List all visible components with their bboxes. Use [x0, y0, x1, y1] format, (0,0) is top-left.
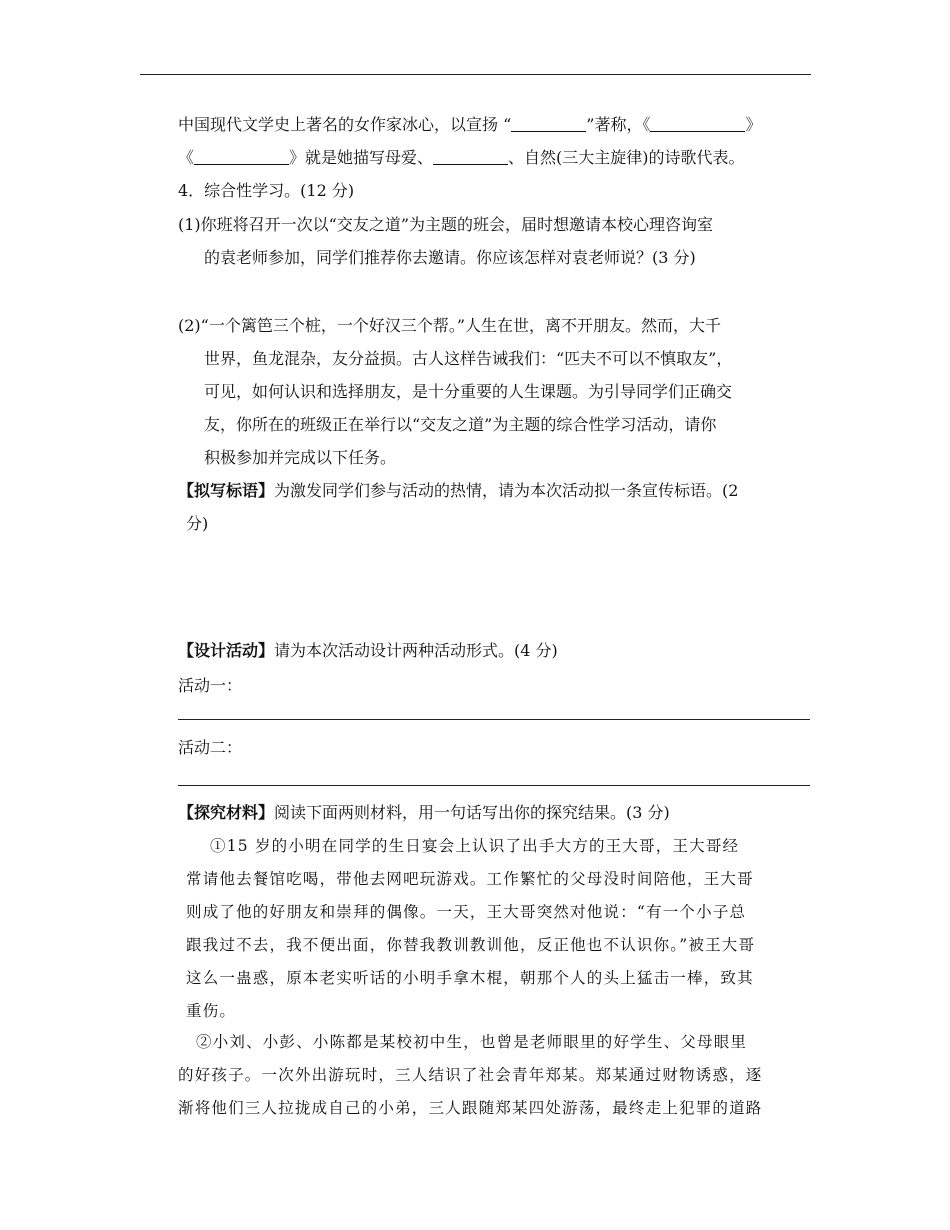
material-1-line-3: 则成了他的好朋友和崇拜的偶像。一天，王大哥突然对他说：“有一个小子总: [186, 903, 747, 921]
q4-2-line-1: (2)“一个篱笆三个桩，一个好汉三个帮。”人生在世，离不开朋友。然而，大千: [178, 316, 722, 335]
blank-4[interactable]: [433, 146, 508, 165]
material-1-line-1: ①15 岁的小明在同学的生日宴会上认识了出手大方的王大哥，王大哥经: [210, 837, 740, 855]
design-task: 【设计活动】请为本次活动设计两种活动形式。(4 分): [178, 641, 558, 660]
fill-blank-line-1: 中国现代文学史上著名的女作家冰心，以宣扬 “ ”著称，《 》: [178, 115, 762, 134]
material-1-line-2: 常请他去餐馆吃喝，带他去网吧玩游戏。工作繁忙的父母没时间陪他，王大哥: [186, 870, 754, 888]
material-2-line-1: ②小刘、小彭、小陈都是某校初中生，也曾是老师眼里的好学生、父母眼里: [196, 1033, 748, 1051]
material-1-line-4: 跟我过不去，我不便出面，你替我教训教训他，反正他也不认识你。”被王大哥: [186, 936, 756, 954]
question-4-title: 4．综合性学习。(12 分): [178, 181, 355, 200]
q4-2-line-5: 积极参加并完成以下任务。: [204, 448, 397, 467]
q4-2-line-3: 可见，如何认识和选择朋友，是十分重要的人生课题。为引导同学们正确交: [204, 382, 733, 401]
blank-3[interactable]: [194, 146, 289, 165]
activity-1-label: 活动一：: [178, 676, 243, 695]
slogan-task: 【拟写标语】为激发同学们参与活动的热情，请为本次活动拟一条宣传标语。(2: [178, 481, 739, 500]
blank-1[interactable]: [511, 113, 586, 132]
material-1-line-5: 这么一蛊惑，原本老实听话的小明手拿木棍，朝那个人的头上猛击一棒，致其: [186, 969, 754, 987]
activity-2-label: 活动二：: [178, 738, 243, 757]
activity-1-answer-line[interactable]: [178, 719, 810, 720]
q4-1-line-1: (1)你班将召开一次以“交友之道”为主题的班会，届时想邀请本校心理咨询室: [178, 215, 714, 234]
explore-task: 【探究材料】阅读下面两则材料，用一句话写出你的探究结果。(3 分): [178, 803, 670, 822]
activity-2-answer-line[interactable]: [178, 785, 810, 786]
slogan-task-cont: 分): [186, 514, 209, 533]
material-2-line-2: 的好孩子。一次外出游玩时，三人结识了社会青年郑某。郑某通过财物诱惑，逐: [178, 1066, 763, 1084]
explore-tag: 【探究材料】: [178, 803, 275, 822]
header-rule: [140, 74, 811, 75]
slogan-tag: 【拟写标语】: [178, 481, 275, 500]
q4-2-line-4: 友，你所在的班级正在举行以“交友之道”为主题的综合性学习活动，请你: [204, 415, 717, 434]
design-tag: 【设计活动】: [178, 641, 275, 660]
material-1-line-6: 重伤。: [186, 1002, 237, 1020]
q4-1-line-2: 的袁老师参加，同学们推荐你去邀请。你应该怎样对袁老师说？(3 分): [204, 248, 696, 267]
blank-2[interactable]: [650, 113, 745, 132]
q4-2-line-2: 世界，鱼龙混杂，友分益损。古人这样告诫我们：“匹夫不可以不慎取友”，: [204, 349, 733, 368]
material-2-line-3: 渐将他们三人拉拢成自己的小弟，三人跟随郑某四处游荡，最终走上犯罪的道路: [178, 1099, 763, 1117]
fill-blank-line-2: 《 》就是她描写母爱、 、自然(三大主旋律)的诗歌代表。: [178, 148, 745, 167]
